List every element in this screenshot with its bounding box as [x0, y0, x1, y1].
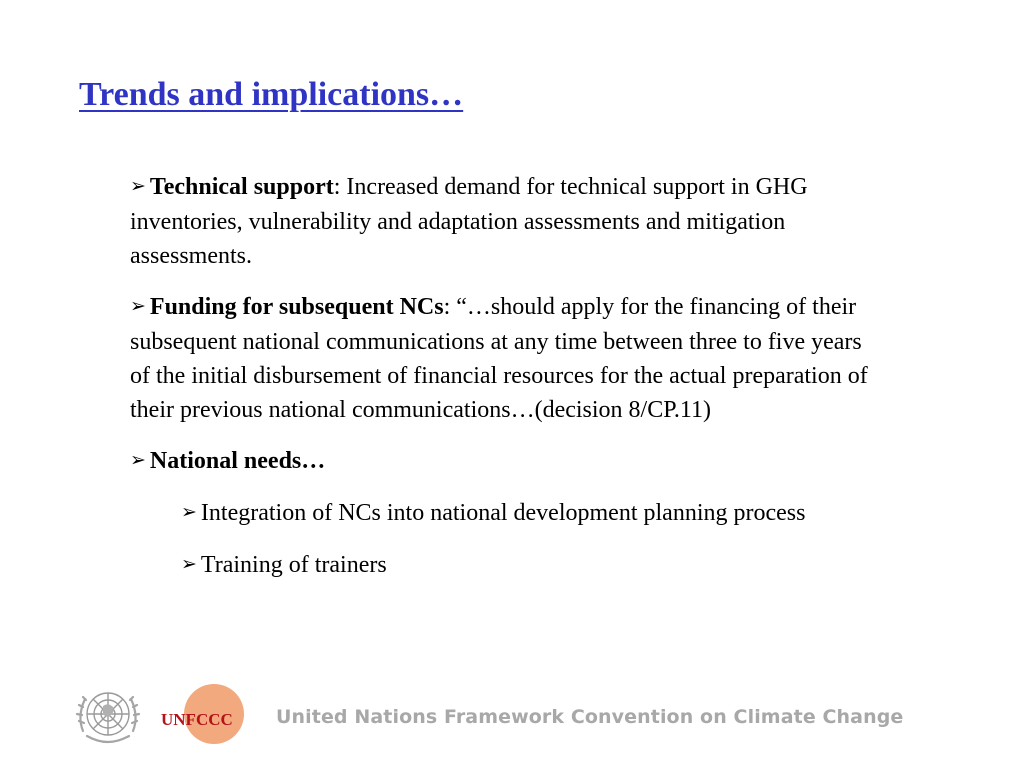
arrow-bullet-icon: ➢: [130, 295, 146, 317]
slide-title: Trends and implications…: [79, 76, 464, 113]
bullet-heading: Funding for subsequent NCs: [149, 294, 444, 320]
sub-bullet-text: Training of trainers: [200, 552, 387, 578]
unfccc-logo-icon: [158, 680, 248, 750]
arrow-bullet-icon: ➢: [130, 449, 146, 471]
bullet-list: [130, 170, 870, 600]
bullet-technical-support: [130, 170, 870, 273]
bullet-text: : Increased demand for technical support in GHG inventories, vulnerability and adaptation assessments and mitigation assessments.: [130, 174, 808, 269]
bullet-funding: [130, 290, 870, 427]
bullet-text: : “…should apply for the financing of their subsequent national communications at any time between three to five years of the initial disbursement of financial resources for the actual preparation of their previous national communications…(decision 8/CP.11): [130, 294, 868, 423]
sub-bullet-text: Integration of NCs into national development planning process: [200, 500, 806, 526]
un-emblem-icon: [73, 681, 143, 751]
arrow-bullet-icon: ➢: [130, 175, 146, 197]
sub-bullet-training: [181, 548, 870, 583]
bullet-national-needs: [130, 444, 870, 479]
slide-footer: [0, 672, 1024, 768]
bullet-heading: Technical support: [149, 174, 334, 200]
arrow-bullet-icon: ➢: [181, 501, 197, 523]
bullet-heading: National needs…: [149, 448, 326, 474]
unfccc-logo-text: UNFCCC: [161, 710, 233, 729]
arrow-bullet-icon: ➢: [181, 553, 197, 575]
sub-bullet-integration: [181, 496, 870, 531]
footer-organization-name: United Nations Framework Convention on Climate Change: [276, 706, 904, 728]
